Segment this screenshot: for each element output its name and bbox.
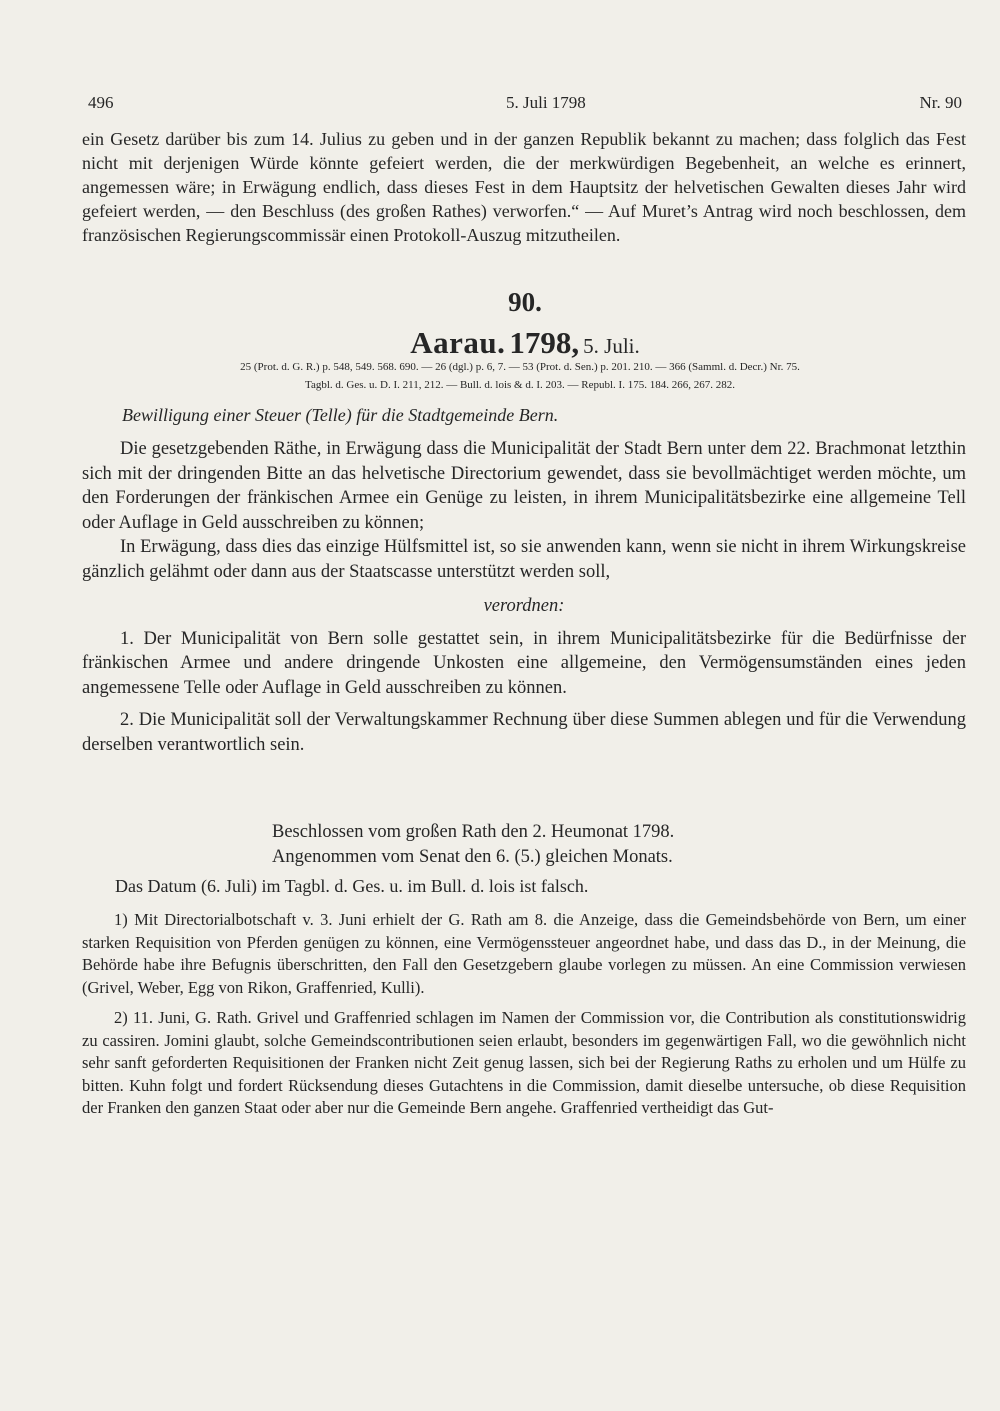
continuation-text: ein Gesetz darüber bis zum 14. Julius zu geben und in der ganzen Republik bekannt zu machen; dass folglich das Fest nicht mit derjenigen Würde könnte gefeiert werden, die der merkwürdigen Begebenheit, an welche es erinnert, angemessen wäre; in Erwägung endlich, dass dieses Fest in dem Hauptsitz der helvetischen Gewalten dieses Jahr wird gefeiert werden, — den Beschluss (des großen Rathes) verworfen.“ — Auf Muret’s Antrag wird noch beschlossen, dem französischen Regierungscommissär einen Protokoll-Auszug mitzutheilen.	[82, 129, 966, 245]
source-references	[0, 358, 1000, 394]
footnote: 1) Mit Directorialbotschaft v. 3. Juni erhielt der G. Rath am 8. die Anzeige, dass die Gemeindsbehörde von Bern, um einer starken Requisition von Pferden genügen zu können, eine Vermögenssteuer angeordnet habe, und dass das D., in der Meinung, die Behörde habe ihre Befugnis überschritten, den Fall den Gesetzgebern glaube vorlegen zu müssen. An eine Commission verwiesen (Grivel, Weber, Egg von Rikon, Graffenried, Kulli).	[82, 910, 966, 997]
running-header	[88, 93, 962, 121]
header-entry-number: Nr. 90	[919, 93, 962, 112]
decree-body	[82, 437, 966, 757]
signature-block	[272, 820, 674, 870]
header-date: 5. Juli 1798	[506, 93, 586, 112]
page-number: 496	[88, 93, 114, 112]
entry-heading	[0, 325, 1000, 361]
entry-day: 5. Juli.	[583, 334, 640, 358]
article-1: 1. Der Municipalität von Bern solle gestattet sein, in ihrem Municipalitätsbezirke für die Bedürfnisse der fränkischen Armee und andere dringende Unkosten eine allgemeine, den Vermögensumständen eines jeden angemessene Telle oder Auflage in Geld ausschreiben zu können.	[82, 628, 966, 698]
article-2: 2. Die Municipalität soll der Verwaltungskammer Rechnung über diese Summen ablegen und für die Verwendung derselben verantwortlich sein.	[82, 710, 966, 755]
continuation-paragraph	[82, 127, 966, 247]
entry-place: Aarau.	[410, 325, 506, 360]
date-note: Das Datum (6. Juli) im Tagbl. d. Ges. u. im Bull. d. lois ist falsch.	[115, 876, 589, 896]
preamble-paragraph: Die gesetzgebenden Räthe, in Erwägung dass die Municipalität der Stadt Bern unter dem 22. Brachmonat letzthin sich mit der dringenden Bitte an das helvetische Directorium gewendet, dass sie bevollmächtiget werden möchte, um den Forderungen der fränkischen Armee ein Genüge zu leisten, in ihrem Municipalitätsbezirke eine allgemeine Tell oder Auflage in Geld ausschreiben zu können;	[82, 439, 966, 533]
footnotes	[82, 909, 966, 1128]
entry-year: 1798,	[509, 325, 580, 360]
signature-line-senate: Angenommen vom Senat den 6. (5.) gleichen Monats.	[272, 847, 673, 867]
signature-line-council: Beschlossen vom großen Rath den 2. Heumonat 1798.	[272, 822, 675, 842]
verordnen-heading: verordnen:	[483, 596, 565, 616]
entry-title: Bewilligung einer Steuer (Telle) für die Stadtgemeinde Bern.	[122, 405, 559, 425]
footnote: 2) 11. Juni, G. Rath. Grivel und Graffenried schlagen im Namen der Commission vor, die Contribution als constitutionswidrig zu cassiren. Jomini glaubt, solche Gemeindscontributionen seien erlaubt, besonders im gegenwärtigen Fall, wo die gewöhnlich nicht sehr sanft geforderten Requisitionen der Franken nicht Zeit genug lassen, sich bei der Regierung Raths zu erholen und um Hülfe zu bitten. Kuhn folgt und fordert Rücksendung dieses Gutachtens in die Commission, damit dieselbe untersuche, ob diese Requisition der Franken den ganzen Staat oder aber nur die Gemeinde Bern angehe. Graffenried vertheidigt das Gut-	[82, 1008, 966, 1117]
reference-line: Tagbl. d. Ges. u. D. I. 211, 212. — Bull. d. lois & d. I. 203. — Republ. I. 175. 184. 266, 267. 282.	[305, 379, 735, 391]
reference-line: 25 (Prot. d. G. R.) p. 548, 549. 568. 690. — 26 (dgl.) p. 6, 7. — 53 (Prot. d. Sen.) p. 201. 210. — 366 (Samml. d. Decr.) Nr. 75.	[240, 361, 800, 373]
consideration-paragraph: In Erwägung, dass dies das einzige Hülfsmittel ist, so sie anwenden kann, wenn sie nicht in ihrem Wirkungskreise gänzlich gelähmt oder dann aus der Staatscasse unterstützt werden soll,	[82, 537, 966, 582]
entry-number: 90.	[508, 287, 542, 317]
